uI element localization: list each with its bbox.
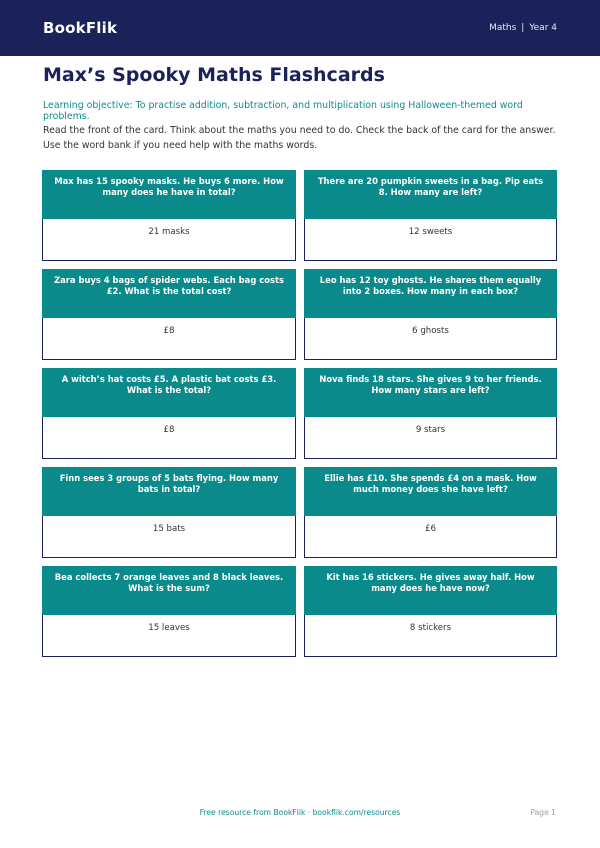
card-answer: 15 leaves [42,615,296,657]
card-question: Zara buys 4 bags of spider webs. Each bag costs £2. What is the total cost? [42,269,296,318]
header-meta [489,23,557,33]
flashcard [304,269,557,360]
card-answer: 21 masks [42,219,296,261]
card-answer: 6 ghosts [304,318,557,360]
card-answer: £8 [42,318,296,360]
card-question: Ellie has £10. She spends £4 on a mask. How much money does she have left? [304,467,557,516]
flashcard [42,566,296,657]
card-answer: £6 [304,516,557,558]
card-answer: 12 sweets [304,219,557,261]
flashcard-grid [42,170,557,657]
flashcard [42,269,296,360]
flashcard [304,467,557,558]
flashcard [42,368,296,459]
brand-logo[interactable]: BookFlik [43,19,118,37]
header-bar [0,0,600,56]
page-title: Max’s Spooky Maths Flashcards [43,64,385,86]
card-question: A witch’s hat costs £5. A plastic bat costs £3. What is the total? [42,368,296,417]
subject-label: Maths [489,23,517,33]
card-answer: 9 stars [304,417,557,459]
flashcard [42,170,296,261]
card-question: Max has 15 spooky masks. He buys 6 more. How many does he have in total? [42,170,296,219]
card-question: Finn sees 3 groups of 5 bats flying. How many bats in total? [42,467,296,516]
card-answer: 8 stickers [304,615,557,657]
card-question: Leo has 12 toy ghosts. He shares them equally into 2 boxes. How many in each box? [304,269,557,318]
card-question: Kit has 16 stickers. He gives away half. How many does he have now? [304,566,557,615]
footer-resource-link[interactable]: Free resource from BookFlik · bookflik.com/resources [199,808,401,817]
year-label: Year 4 [529,23,557,33]
instructions-text: Read the front of the card. Think about the maths you need to do. Check the back of the card for the answer. Use the word bank if you need help with the maths words. [43,125,556,151]
card-answer: 15 bats [42,516,296,558]
flashcard [304,566,557,657]
card-question: There are 20 pumpkin sweets in a bag. Pip eats 8. How many are left? [304,170,557,219]
card-question: Nova finds 18 stars. She gives 9 to her friends. How many stars are left? [304,368,557,417]
page-number: Page 1 [530,808,556,817]
flashcard [304,368,557,459]
card-answer: £8 [42,417,296,459]
card-question: Bea collects 7 orange leaves and 8 black leaves. What is the sum? [42,566,296,615]
flashcard [42,467,296,558]
learning-objective: Learning objective: To practise addition, subtraction, and multiplication using Halloween-themed word problems. [43,100,523,122]
flashcard [304,170,557,261]
meta-separator: | [521,23,525,33]
